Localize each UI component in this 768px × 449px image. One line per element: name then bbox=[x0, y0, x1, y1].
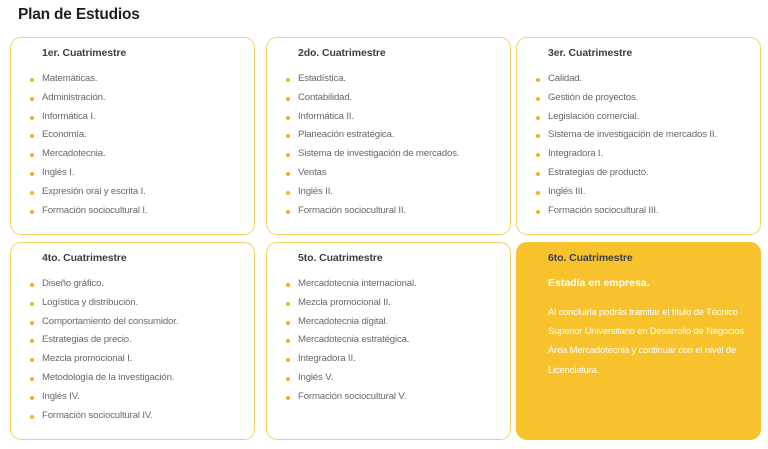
bullet-icon bbox=[286, 134, 290, 138]
list-item: Estrategias de precio. bbox=[30, 331, 178, 350]
list-item: Estadística. bbox=[286, 70, 459, 89]
list-item: Formación sociocultural V. bbox=[286, 388, 416, 407]
list-item: Inglés III. bbox=[536, 183, 717, 202]
bullet-icon bbox=[536, 191, 540, 195]
bullet-icon bbox=[30, 97, 34, 101]
card-title: 1er. Cuatrimestre bbox=[42, 47, 127, 59]
bullet-icon bbox=[536, 116, 540, 120]
bullet-icon bbox=[30, 116, 34, 120]
bullet-icon bbox=[286, 97, 290, 101]
list-item: Integradora I. bbox=[536, 145, 717, 164]
bullet-icon bbox=[30, 415, 34, 419]
list-item: Formación sociocultural III. bbox=[536, 202, 717, 221]
bullet-icon bbox=[536, 172, 540, 176]
list-item: Mercadotecnia estratégica. bbox=[286, 331, 416, 350]
bullet-icon bbox=[286, 210, 290, 214]
list-item: Diseño gráfico. bbox=[30, 275, 178, 294]
list-item: Mercadotecnia internacional. bbox=[286, 275, 416, 294]
list-item: Calidad. bbox=[536, 70, 717, 89]
bullet-icon bbox=[286, 396, 290, 400]
list-item: Inglés V. bbox=[286, 369, 416, 388]
page-title: Plan de Estudios bbox=[18, 6, 140, 23]
bullet-icon bbox=[30, 191, 34, 195]
subject-list bbox=[286, 275, 416, 407]
card-title: 5to. Cuatrimestre bbox=[298, 252, 383, 264]
card-cuatrimestre-2 bbox=[266, 37, 511, 235]
list-item: Formación sociocultural IV. bbox=[30, 407, 178, 426]
bullet-icon bbox=[536, 97, 540, 101]
list-item: Informática I. bbox=[30, 108, 147, 127]
list-item: Mezcla promocional II. bbox=[286, 294, 416, 313]
card-cuatrimestre-4 bbox=[10, 242, 255, 440]
bullet-icon bbox=[286, 358, 290, 362]
list-item: Inglés II. bbox=[286, 183, 459, 202]
bullet-icon bbox=[30, 210, 34, 214]
bullet-icon bbox=[30, 396, 34, 400]
list-item: Metodología de la investigación. bbox=[30, 369, 178, 388]
bullet-icon bbox=[30, 358, 34, 362]
bullet-icon bbox=[286, 153, 290, 157]
bullet-icon bbox=[30, 134, 34, 138]
bullet-icon bbox=[30, 377, 34, 381]
list-item: Mercadotecnia. bbox=[30, 145, 147, 164]
list-item: Sistema de investigación de mercados II. bbox=[536, 126, 717, 145]
bullet-icon bbox=[536, 134, 540, 138]
internship-description: Al concluirla podrás tramitar el título de Técnico Superior Universitario en Desarrollo de Negocios Área Mercadotecnia y continuar con el nivel de Licenciatura. bbox=[548, 306, 745, 375]
bullet-icon bbox=[536, 153, 540, 157]
bullet-icon bbox=[286, 321, 290, 325]
bullet-icon bbox=[30, 153, 34, 157]
bullet-icon bbox=[30, 283, 34, 287]
bullet-icon bbox=[286, 339, 290, 343]
list-item: Estrategias de producto. bbox=[536, 164, 717, 183]
list-item: Comportamiento del consumidor. bbox=[30, 313, 178, 332]
list-item: Inglés IV. bbox=[30, 388, 178, 407]
bullet-icon bbox=[286, 78, 290, 82]
bullet-icon bbox=[286, 191, 290, 195]
list-item: Legislación comercial. bbox=[536, 108, 717, 127]
bullet-icon bbox=[286, 116, 290, 120]
card-cuatrimestre-1 bbox=[10, 37, 255, 235]
list-item: Planeación estratégica. bbox=[286, 126, 459, 145]
list-item: Gestión de proyectos. bbox=[536, 89, 717, 108]
subject-list bbox=[286, 70, 459, 220]
card-title: 6to. Cuatrimestre bbox=[548, 252, 633, 264]
subject-list bbox=[30, 70, 147, 220]
list-item: Mezcla promocional I. bbox=[30, 350, 178, 369]
list-item: Economía. bbox=[30, 126, 147, 145]
list-item: Formación sociocultural II. bbox=[286, 202, 459, 221]
bullet-icon bbox=[286, 283, 290, 287]
bullet-icon bbox=[30, 339, 34, 343]
list-item: Logística y distribución. bbox=[30, 294, 178, 313]
list-item: Ventas bbox=[286, 164, 459, 183]
list-item: Inglés I. bbox=[30, 164, 147, 183]
internship-heading: Estadía en empresa. bbox=[548, 277, 650, 289]
list-item: Formación sociocultural I. bbox=[30, 202, 147, 221]
list-item: Matemáticas. bbox=[30, 70, 147, 89]
card-title: 2do. Cuatrimestre bbox=[298, 47, 386, 59]
list-item: Contabilidad. bbox=[286, 89, 459, 108]
list-item: Sistema de investigación de mercados. bbox=[286, 145, 459, 164]
bullet-icon bbox=[536, 210, 540, 214]
card-title: 3er. Cuatrimestre bbox=[548, 47, 633, 59]
bullet-icon bbox=[286, 377, 290, 381]
card-cuatrimestre-5 bbox=[266, 242, 511, 440]
bullet-icon bbox=[30, 78, 34, 82]
card-cuatrimestre-6 bbox=[516, 242, 761, 440]
list-item: Mercadotecnia digital. bbox=[286, 313, 416, 332]
card-cuatrimestre-3 bbox=[516, 37, 761, 235]
bullet-icon bbox=[286, 172, 290, 176]
list-item: Informática II. bbox=[286, 108, 459, 127]
list-item: Expresión oral y escrita I. bbox=[30, 183, 147, 202]
card-title: 4to. Cuatrimestre bbox=[42, 252, 127, 264]
bullet-icon bbox=[536, 78, 540, 82]
subject-list bbox=[536, 70, 717, 220]
bullet-icon bbox=[30, 172, 34, 176]
bullet-icon bbox=[30, 321, 34, 325]
bullet-icon bbox=[30, 302, 34, 306]
bullet-icon bbox=[286, 302, 290, 306]
subject-list bbox=[30, 275, 178, 425]
list-item: Integradora II. bbox=[286, 350, 416, 369]
list-item: Administración. bbox=[30, 89, 147, 108]
